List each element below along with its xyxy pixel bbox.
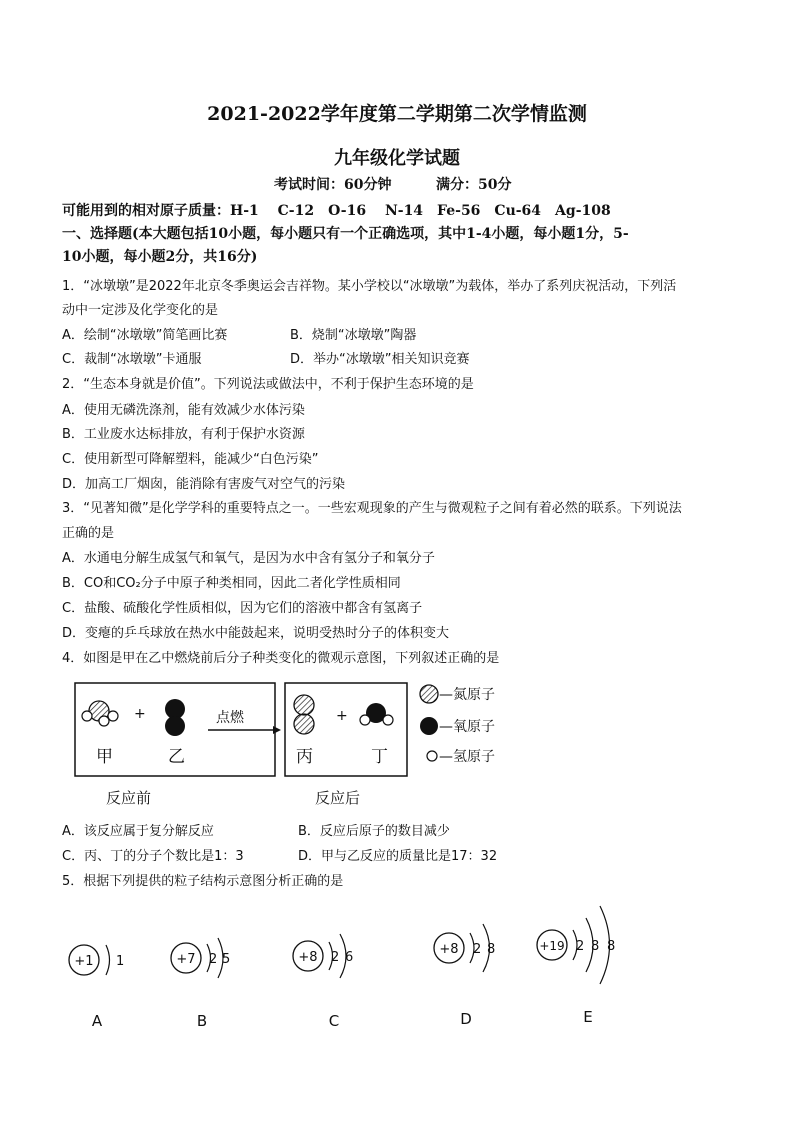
particle-d-shell-1: 2 [473,942,482,957]
molecule-ding-icon [360,703,393,725]
molecule-name-bing: 丙 [296,747,313,767]
q4-option-a: A．该反应属于复分解反应 [62,824,214,839]
caption-after: 反应后 [315,789,361,807]
q3-stem-line2: 正确的是 [62,526,115,541]
particle-c-shell-1: 2 [331,950,340,965]
exam-subtitle: 九年级化学试题 [334,148,460,169]
particle-e-shell-2: 8 [591,939,600,954]
q4-stem: 4．如图是甲在乙中燃烧前后分子种类变化的微观示意图，下列叙述正确的是 [62,651,500,666]
section-heading-line2: 10小题，每小题2分，共16分) [62,249,258,265]
plus-sign-before: + [134,706,146,722]
q4-option-b: B．反应后原子的数目减少 [298,824,450,839]
particle-b-label: B [196,1012,208,1030]
arrow-head-icon [273,726,281,734]
particle-structures [60,888,660,1038]
q2-option-c: C．使用新型可降解塑料，能减少“白色污染” [62,452,319,467]
exam-title: 2021-2022学年度第二学期第二次学情监测 [207,103,587,125]
q3-option-c: C．盐酸、硫酸化学性质相似，因为它们的溶液中都含有氢离子 [62,601,423,616]
particle-b-icon [171,938,230,1030]
atomic-masses: 可能用到的相对原子质量：H-1 C-12 O-16 N-14 Fe-56 Cu-64 Ag-108 [62,203,611,219]
nitrogen-atom-icon [420,685,438,703]
particle-b-nucleus: +7 [176,952,196,967]
particle-e-shell-3: 8 [607,939,616,954]
section-heading-line1: 一、选择题(本大题包括10小题，每小题只有一个正确选项，其中1-4小题，每小题1分，5- [62,226,629,242]
plus-sign-after: + [336,708,348,724]
q4-option-d: D．甲与乙反应的质量比是17：32 [298,849,498,864]
hydrogen-atom-icon [427,751,437,761]
legend-hydrogen: —氢原子 [439,749,495,765]
q2-option-d: D．加高工厂烟囱，能消除有害废气对空气的污染 [62,477,346,492]
particle-d-shell-2: 8 [487,942,496,957]
oxygen-atom-icon [420,717,438,735]
particle-c-shell-2: 6 [345,950,354,965]
particle-a-label: A [91,1012,103,1030]
particle-c-label: C [328,1012,340,1030]
molecule-yi-icon [165,699,185,736]
particle-e-label: E [583,1008,593,1026]
q1-option-a: A．绘制“冰墩墩”简笔画比赛 [62,328,228,343]
particle-e-nucleus: +19 [539,939,565,953]
q5-stem: 5．根据下列提供的粒子结构示意图分析正确的是 [62,874,344,889]
q2-stem: 2．“生态本身就是价值”。下列说法或做法中，不利于保护生态环境的是 [62,377,474,392]
caption-before: 反应前 [106,789,152,807]
arrow-label: 点燃 [216,710,244,726]
particle-e-shell-1: 2 [576,939,585,954]
q3-option-d: D．变瘪的乒乓球放在热水中能鼓起来，说明受热时分子的体积变大 [62,626,450,641]
particle-c-icon [293,934,353,1030]
molecule-name-jia: 甲 [96,747,113,767]
q1-option-d: D．举办“冰墩墩”相关知识竞赛 [290,352,470,367]
legend-nitrogen: —氮原子 [439,687,495,703]
molecule-jia-icon [82,701,118,726]
particle-c-nucleus: +8 [298,950,318,965]
particle-b-shell-2: 5 [222,952,231,967]
particle-a-icon [69,945,124,1030]
full-score: 满分：50分 [436,177,512,193]
q1-option-c: C．裁制“冰墩墩”卡通服 [62,352,202,367]
particle-d-nucleus: +8 [439,942,459,957]
q4-option-c: C．丙、丁的分子个数比是1：3 [62,849,244,864]
q3-option-b: B．CO和CO₂分子中原子种类相同，因此二者化学性质相同 [62,576,401,591]
particle-a-nucleus: +1 [74,954,94,969]
exam-time: 考试时间：60分钟 [274,177,392,193]
particle-a-shell-1: 1 [116,954,125,969]
particle-b-shell-1: 2 [209,952,218,967]
q1-stem-line2: 动中一定涉及化学变化的是 [62,303,219,318]
molecule-bing-icon [294,695,314,734]
particle-d-icon [434,924,495,1028]
particle-d-label: D [460,1010,472,1028]
q2-option-b: B．工业废水达标排放，有利于保护水资源 [62,427,305,442]
molecule-name-ding: 丁 [371,747,388,767]
q3-option-a: A．水通电分解生成氢气和氧气，是因为水中含有氢分子和氧分子 [62,551,435,566]
molecule-name-yi: 乙 [168,747,185,767]
q3-stem-line1: 3．“见著知微”是化学学科的重要特点之一。一些宏观现象的产生与微观粒子之间有着必然的联系。下列说法 [62,501,682,516]
particle-e-icon [537,906,615,1026]
q1-option-b: B．烧制“冰墩墩”陶器 [290,328,417,343]
q1-stem-line1: 1．“冰墩墩”是2022年北京冬季奥运会吉祥物。某小学校以“冰墩墩”为载体，举办了系列庆祝活动，下列活 [62,279,677,294]
reaction-diagram [68,676,528,816]
q2-option-a: A．使用无磷洗涤剂，能有效减少水体污染 [62,403,305,418]
legend-oxygen: —氧原子 [439,719,495,735]
